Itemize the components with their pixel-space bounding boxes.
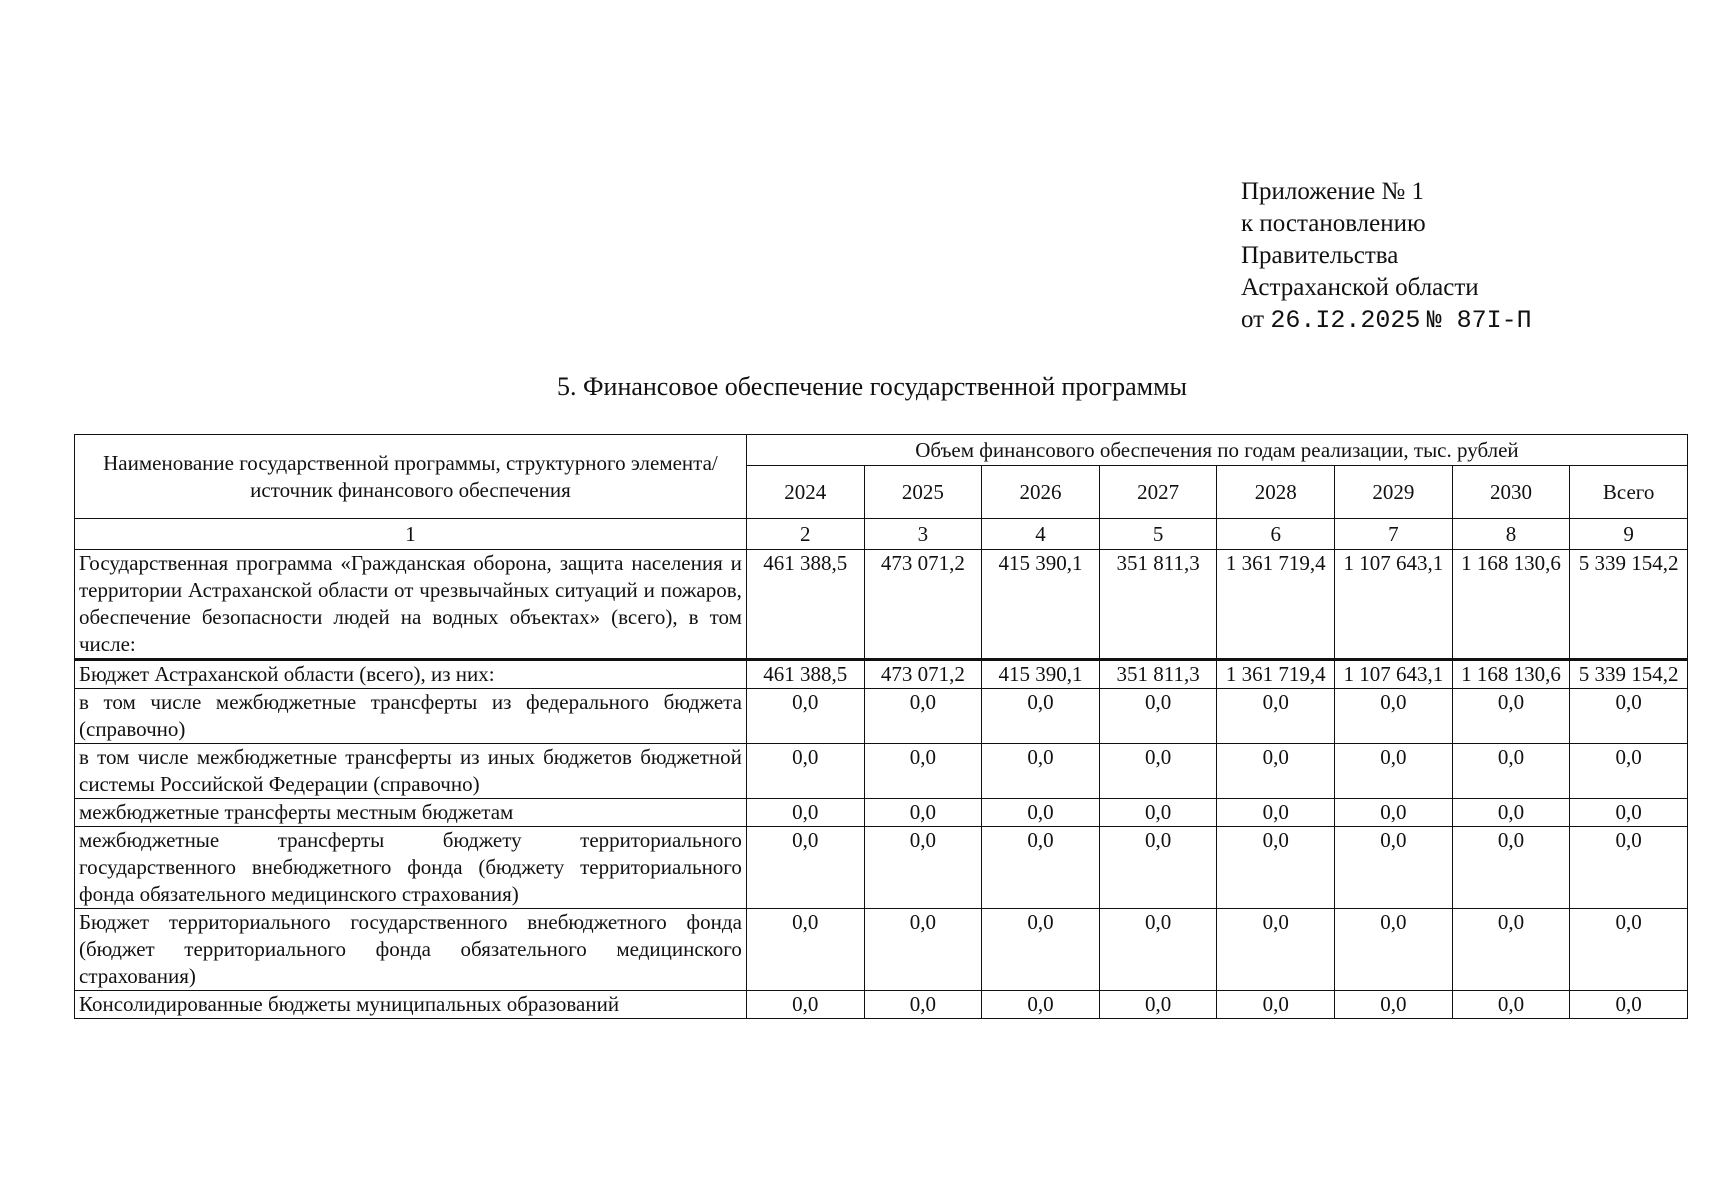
row-name-cell: в том числе межбюджетные трансферты из федерального бюджета (справочно) xyxy=(75,689,747,744)
value-cell: 1 361 719,4 xyxy=(1217,550,1335,660)
value-cell: 0,0 xyxy=(1217,744,1335,799)
value-cell: 0,0 xyxy=(1452,744,1570,799)
value-cell: 0,0 xyxy=(982,744,1100,799)
value-cell: 0,0 xyxy=(1452,827,1570,909)
value-cell: 0,0 xyxy=(1099,799,1217,827)
value-cell: 461 388,5 xyxy=(746,550,864,660)
value-cell: 0,0 xyxy=(982,909,1100,991)
value-cell: 0,0 xyxy=(746,744,864,799)
row-name-cell: Бюджет территориального государственного внебюджетного фонда (бюджет территориального фонда обязательного медицинского страхования) xyxy=(75,909,747,991)
page-title: 5. Финансовое обеспечение государственной программы xyxy=(556,372,1188,401)
annex-date-line xyxy=(1241,304,1532,337)
value-cell: 0,0 xyxy=(1452,909,1570,991)
value-cell: 0,0 xyxy=(982,827,1100,909)
value-cell: 1 168 130,6 xyxy=(1452,550,1570,660)
value-cell: 0,0 xyxy=(1217,827,1335,909)
value-cell: 0,0 xyxy=(1570,744,1688,799)
value-cell: 0,0 xyxy=(1099,991,1217,1019)
value-cell: 473 071,2 xyxy=(864,660,982,689)
year-header: Всего xyxy=(1570,466,1688,519)
value-cell: 0,0 xyxy=(1335,991,1453,1019)
value-cell: 0,0 xyxy=(1099,689,1217,744)
name-column-header: Наименование государственной программы, структурного элемента/ источник финансового обеспечения xyxy=(75,435,747,519)
value-cell: 0,0 xyxy=(1335,827,1453,909)
value-cell: 0,0 xyxy=(1217,991,1335,1019)
value-cell: 1 168 130,6 xyxy=(1452,660,1570,689)
value-cell: 0,0 xyxy=(1099,909,1217,991)
value-cell: 0,0 xyxy=(864,689,982,744)
financing-table xyxy=(74,434,1688,1019)
value-cell: 5 339 154,2 xyxy=(1570,660,1688,689)
annex-line-3: Правительства xyxy=(1241,242,1399,269)
column-index-cell: 4 xyxy=(982,519,1100,550)
value-cell: 0,0 xyxy=(864,799,982,827)
value-cell: 0,0 xyxy=(1452,799,1570,827)
value-cell: 0,0 xyxy=(1570,799,1688,827)
annex-line-2: к постановлению xyxy=(1241,210,1426,237)
column-index-cell: 8 xyxy=(1452,519,1570,550)
table-row xyxy=(75,660,1688,689)
value-cell: 0,0 xyxy=(864,744,982,799)
row-name-cell: Консолидированные бюджеты муниципальных образований xyxy=(75,991,747,1019)
table-row xyxy=(75,689,1688,744)
value-cell: 0,0 xyxy=(1099,744,1217,799)
value-cell: 0,0 xyxy=(1217,689,1335,744)
value-cell: 0,0 xyxy=(1335,744,1453,799)
value-cell: 0,0 xyxy=(1217,799,1335,827)
column-index-row xyxy=(75,519,1688,550)
column-index-cell: 6 xyxy=(1217,519,1335,550)
value-cell: 1 107 643,1 xyxy=(1335,660,1453,689)
value-cell: 0,0 xyxy=(1335,909,1453,991)
row-name-cell: межбюджетные трансферты местным бюджетам xyxy=(75,799,747,827)
column-index-cell: 1 xyxy=(75,519,747,550)
value-cell: 1 107 643,1 xyxy=(1335,550,1453,660)
value-cell: 351 811,3 xyxy=(1099,660,1217,689)
value-cell: 0,0 xyxy=(746,689,864,744)
table-row xyxy=(75,991,1688,1019)
table-row xyxy=(75,744,1688,799)
value-cell: 0,0 xyxy=(1570,827,1688,909)
year-header: 2025 xyxy=(864,466,982,519)
table-row xyxy=(75,550,1688,660)
funding-group-header: Объем финансового обеспечения по годам реализации, тыс. рублей xyxy=(746,435,1687,466)
value-cell: 0,0 xyxy=(1570,689,1688,744)
column-index-cell: 3 xyxy=(864,519,982,550)
column-index-cell: 5 xyxy=(1099,519,1217,550)
value-cell: 0,0 xyxy=(1570,991,1688,1019)
year-header: 2030 xyxy=(1452,466,1570,519)
value-cell: 473 071,2 xyxy=(864,550,982,660)
column-index-cell: 9 xyxy=(1570,519,1688,550)
value-cell: 0,0 xyxy=(746,909,864,991)
value-cell: 0,0 xyxy=(1335,799,1453,827)
value-cell: 0,0 xyxy=(1217,909,1335,991)
value-cell: 0,0 xyxy=(982,689,1100,744)
value-cell: 0,0 xyxy=(1335,689,1453,744)
annex-date-prefix: от xyxy=(1241,306,1265,333)
value-cell: 0,0 xyxy=(982,991,1100,1019)
table-row xyxy=(75,909,1688,991)
value-cell: 0,0 xyxy=(1570,909,1688,991)
value-cell: 0,0 xyxy=(864,909,982,991)
value-cell: 0,0 xyxy=(1452,689,1570,744)
year-header: 2029 xyxy=(1335,466,1453,519)
row-name-cell: Государственная программа «Гражданская оборона, защита населения и территории Астраханской области от чрезвычайных ситуаций и пожаров, обеспечение безопасности людей на водных объектах» (всего), в том числе: xyxy=(75,550,747,660)
value-cell: 1 361 719,4 xyxy=(1217,660,1335,689)
row-name-cell: Бюджет Астраханской области (всего), из них: xyxy=(75,660,747,689)
table-row xyxy=(75,827,1688,909)
value-cell: 415 390,1 xyxy=(982,550,1100,660)
value-cell: 351 811,3 xyxy=(1099,550,1217,660)
column-index-cell: 7 xyxy=(1335,519,1453,550)
annex-line-4: Астраханской области xyxy=(1241,274,1479,301)
year-header: 2027 xyxy=(1099,466,1217,519)
value-cell: 0,0 xyxy=(746,799,864,827)
year-header: 2024 xyxy=(746,466,864,519)
row-name-cell: в том числе межбюджетные трансферты из иных бюджетов бюджетной системы Российской Федерации (справочно) xyxy=(75,744,747,799)
value-cell: 0,0 xyxy=(864,991,982,1019)
annex-date: 26.I2.2025 xyxy=(1270,306,1421,335)
annex-block xyxy=(1241,176,1532,337)
value-cell: 415 390,1 xyxy=(982,660,1100,689)
year-header: 2028 xyxy=(1217,466,1335,519)
year-header: 2026 xyxy=(982,466,1100,519)
value-cell: 0,0 xyxy=(746,991,864,1019)
column-index-cell: 2 xyxy=(746,519,864,550)
value-cell: 0,0 xyxy=(982,799,1100,827)
value-cell: 0,0 xyxy=(746,827,864,909)
value-cell: 5 339 154,2 xyxy=(1570,550,1688,660)
row-name-cell: межбюджетные трансферты бюджету территориального государственного внебюджетного фонда (бюджету территориального фонда обязательного медицинского страхования) xyxy=(75,827,747,909)
value-cell: 461 388,5 xyxy=(746,660,864,689)
table-row xyxy=(75,799,1688,827)
value-cell: 0,0 xyxy=(864,827,982,909)
annex-number: № 87I-П xyxy=(1426,306,1532,335)
value-cell: 0,0 xyxy=(1452,991,1570,1019)
annex-line-1: Приложение № 1 xyxy=(1241,178,1425,205)
value-cell: 0,0 xyxy=(1099,827,1217,909)
